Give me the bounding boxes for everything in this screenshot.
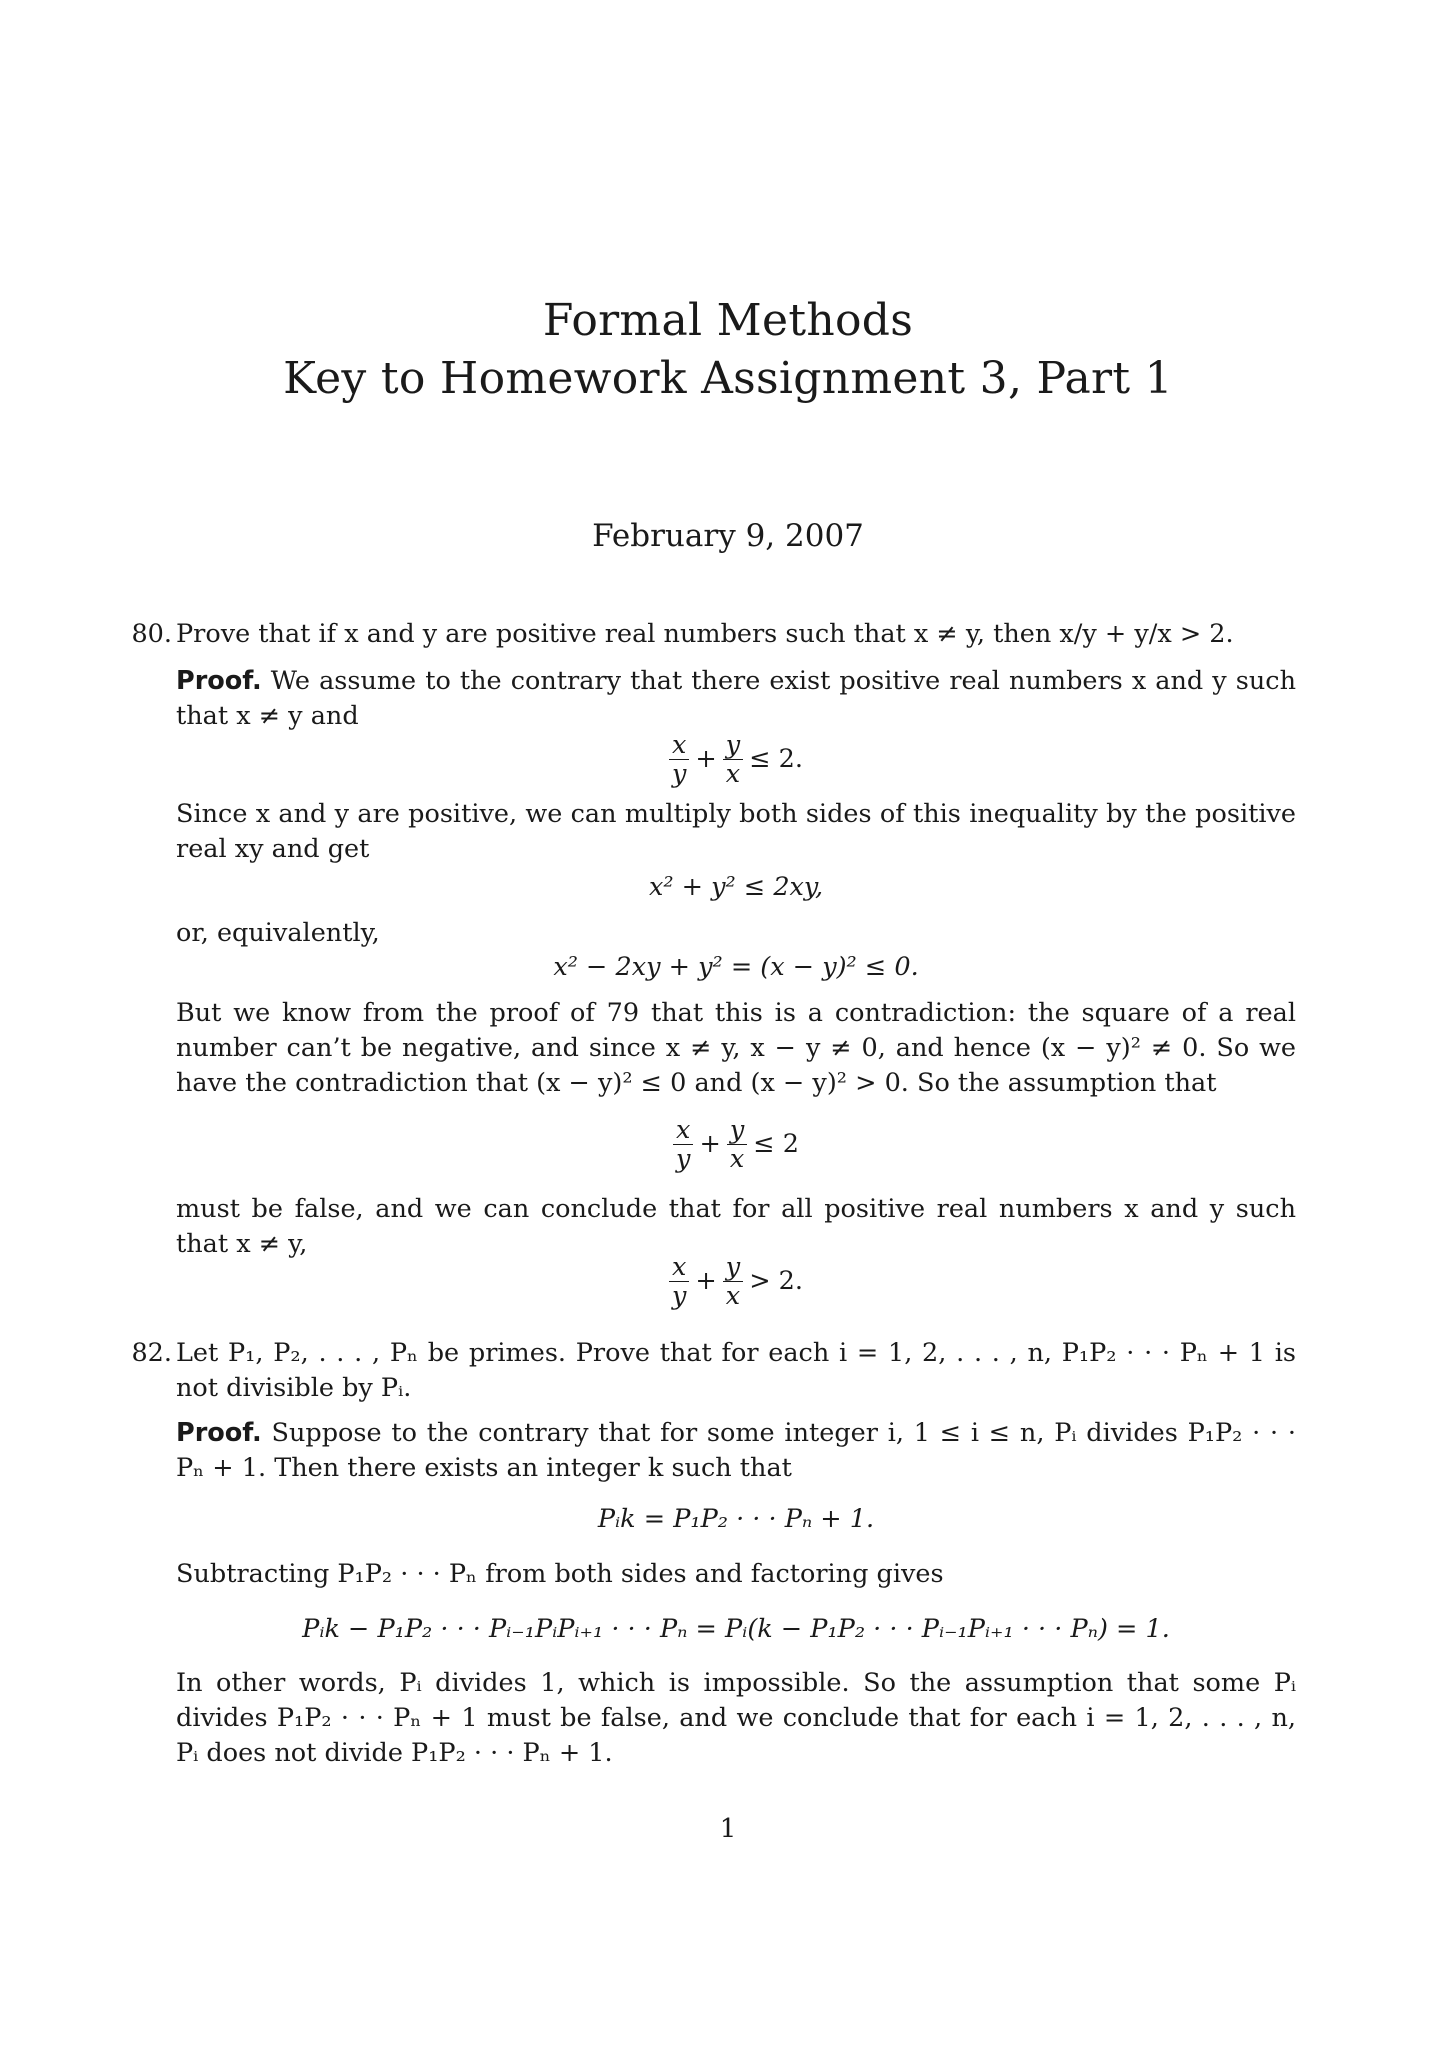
- problem-number: 82.: [131, 1338, 172, 1368]
- proof-82-paragraph-3: [176, 1666, 1296, 1771]
- fraction: $\frac{x}{y}$: [669, 1253, 689, 1310]
- proof-80-paragraph-2: [176, 797, 1296, 867]
- proof-text: Suppose to the contrary that for some integer i, 1 ≤ i ≤ n, Pᵢ divides P₁P₂ · · · Pₙ + 1. Then there exists an integer k such that: [176, 1418, 1297, 1483]
- fraction: $\frac{x}{y}$: [673, 1116, 693, 1173]
- proof-label: Proof.: [176, 666, 262, 696]
- display-equation: Pᵢk = P₁P₂ · · · Pₙ + 1.: [597, 1504, 875, 1534]
- display-equation: x² − 2xy + y² = (x − y)² ≤ 0.: [553, 952, 919, 982]
- page-number: 1: [719, 1814, 737, 1844]
- proof-82-paragraph-1: [176, 1416, 1296, 1486]
- display-equation: x² + y² ≤ 2xy,: [648, 872, 824, 902]
- display-equation: $\frac{x}{y}$ + $\frac{y}{x}$ ≤ 2: [176, 1113, 1296, 1173]
- problem-number: 80.: [131, 619, 172, 649]
- proof-label: Proof.: [176, 1418, 262, 1448]
- problem-statement: Let P₁, P₂, . . . , Pₙ be primes. Prove that for each i = 1, 2, . . . , n, P₁P₂ · · · Pₙ + 1 is not divisible by Pᵢ.: [176, 1338, 1296, 1403]
- proof-80-paragraph-4: [176, 996, 1296, 1101]
- proof-80-paragraph-1: [176, 664, 1296, 734]
- assignment-title: Key to Homework Assignment 3, Part 1: [283, 353, 1173, 404]
- proof-text: In other words, Pᵢ divides 1, which is impossible. So the assumption that some Pᵢ divides P₁P₂ · · · Pₙ + 1 must be false, and we conclude that for each i = 1, 2, . . . , n, Pᵢ does not divide P₁P₂ · · · Pₙ + 1.: [176, 1668, 1296, 1768]
- proof-text: Since x and y are positive, we can multiply both sides of this inequality by the positive real xy and get: [176, 799, 1296, 864]
- relation: > 2.: [749, 1266, 803, 1296]
- fraction: $\frac{x}{y}$: [669, 731, 689, 788]
- proof-text: We assume to the contrary that there exist positive real numbers x and y such that x ≠ y and: [176, 666, 1296, 731]
- proof-text: But we know from the proof of 79 that this is a contradiction: the square of a real number can’t be negative, and since x ≠ y, x − y ≠ 0, and hence (x − y)² ≠ 0. So we have the contradiction that (x − y)² ≤ 0 and (x − y)² > 0. So the assumption that: [176, 998, 1296, 1098]
- problem-statement: Prove that if x and y are positive real numbers such that x ≠ y, then x/y + y/x > 2.: [176, 619, 1234, 649]
- proof-text: Subtracting P₁P₂ · · · Pₙ from both sides and factoring gives: [176, 1559, 944, 1589]
- display-equation: Pᵢk − P₁P₂ · · · Pᵢ₋₁PᵢPᵢ₊₁ · · · Pₙ = Pᵢ(k − P₁P₂ · · · Pᵢ₋₁Pᵢ₊₁ · · · Pₙ) = 1.: [302, 1614, 1170, 1644]
- proof-text: or, equivalently,: [176, 918, 380, 948]
- relation: ≤ 2: [753, 1129, 799, 1159]
- fraction: $\frac{y}{x}$: [723, 1253, 743, 1310]
- display-equation: $\frac{x}{y}$ + $\frac{y}{x}$ > 2.: [176, 1250, 1296, 1310]
- relation: ≤ 2.: [749, 744, 803, 774]
- fraction: $\frac{y}{x}$: [727, 1116, 747, 1173]
- document-date: February 9, 2007: [592, 518, 864, 554]
- display-equation: $\frac{x}{y}$ + $\frac{y}{x}$ ≤ 2.: [176, 728, 1296, 788]
- proof-82-paragraph-2: [176, 1557, 1296, 1592]
- proof-80-paragraph-3: [176, 916, 1296, 951]
- problem-82: [131, 1336, 1296, 1406]
- problem-80: [131, 617, 1296, 652]
- course-title: Formal Methods: [542, 295, 914, 346]
- fraction: $\frac{y}{x}$: [723, 731, 743, 788]
- proof-text: must be false, and we can conclude that for all positive real numbers x and y such that x ≠ y,: [176, 1194, 1296, 1259]
